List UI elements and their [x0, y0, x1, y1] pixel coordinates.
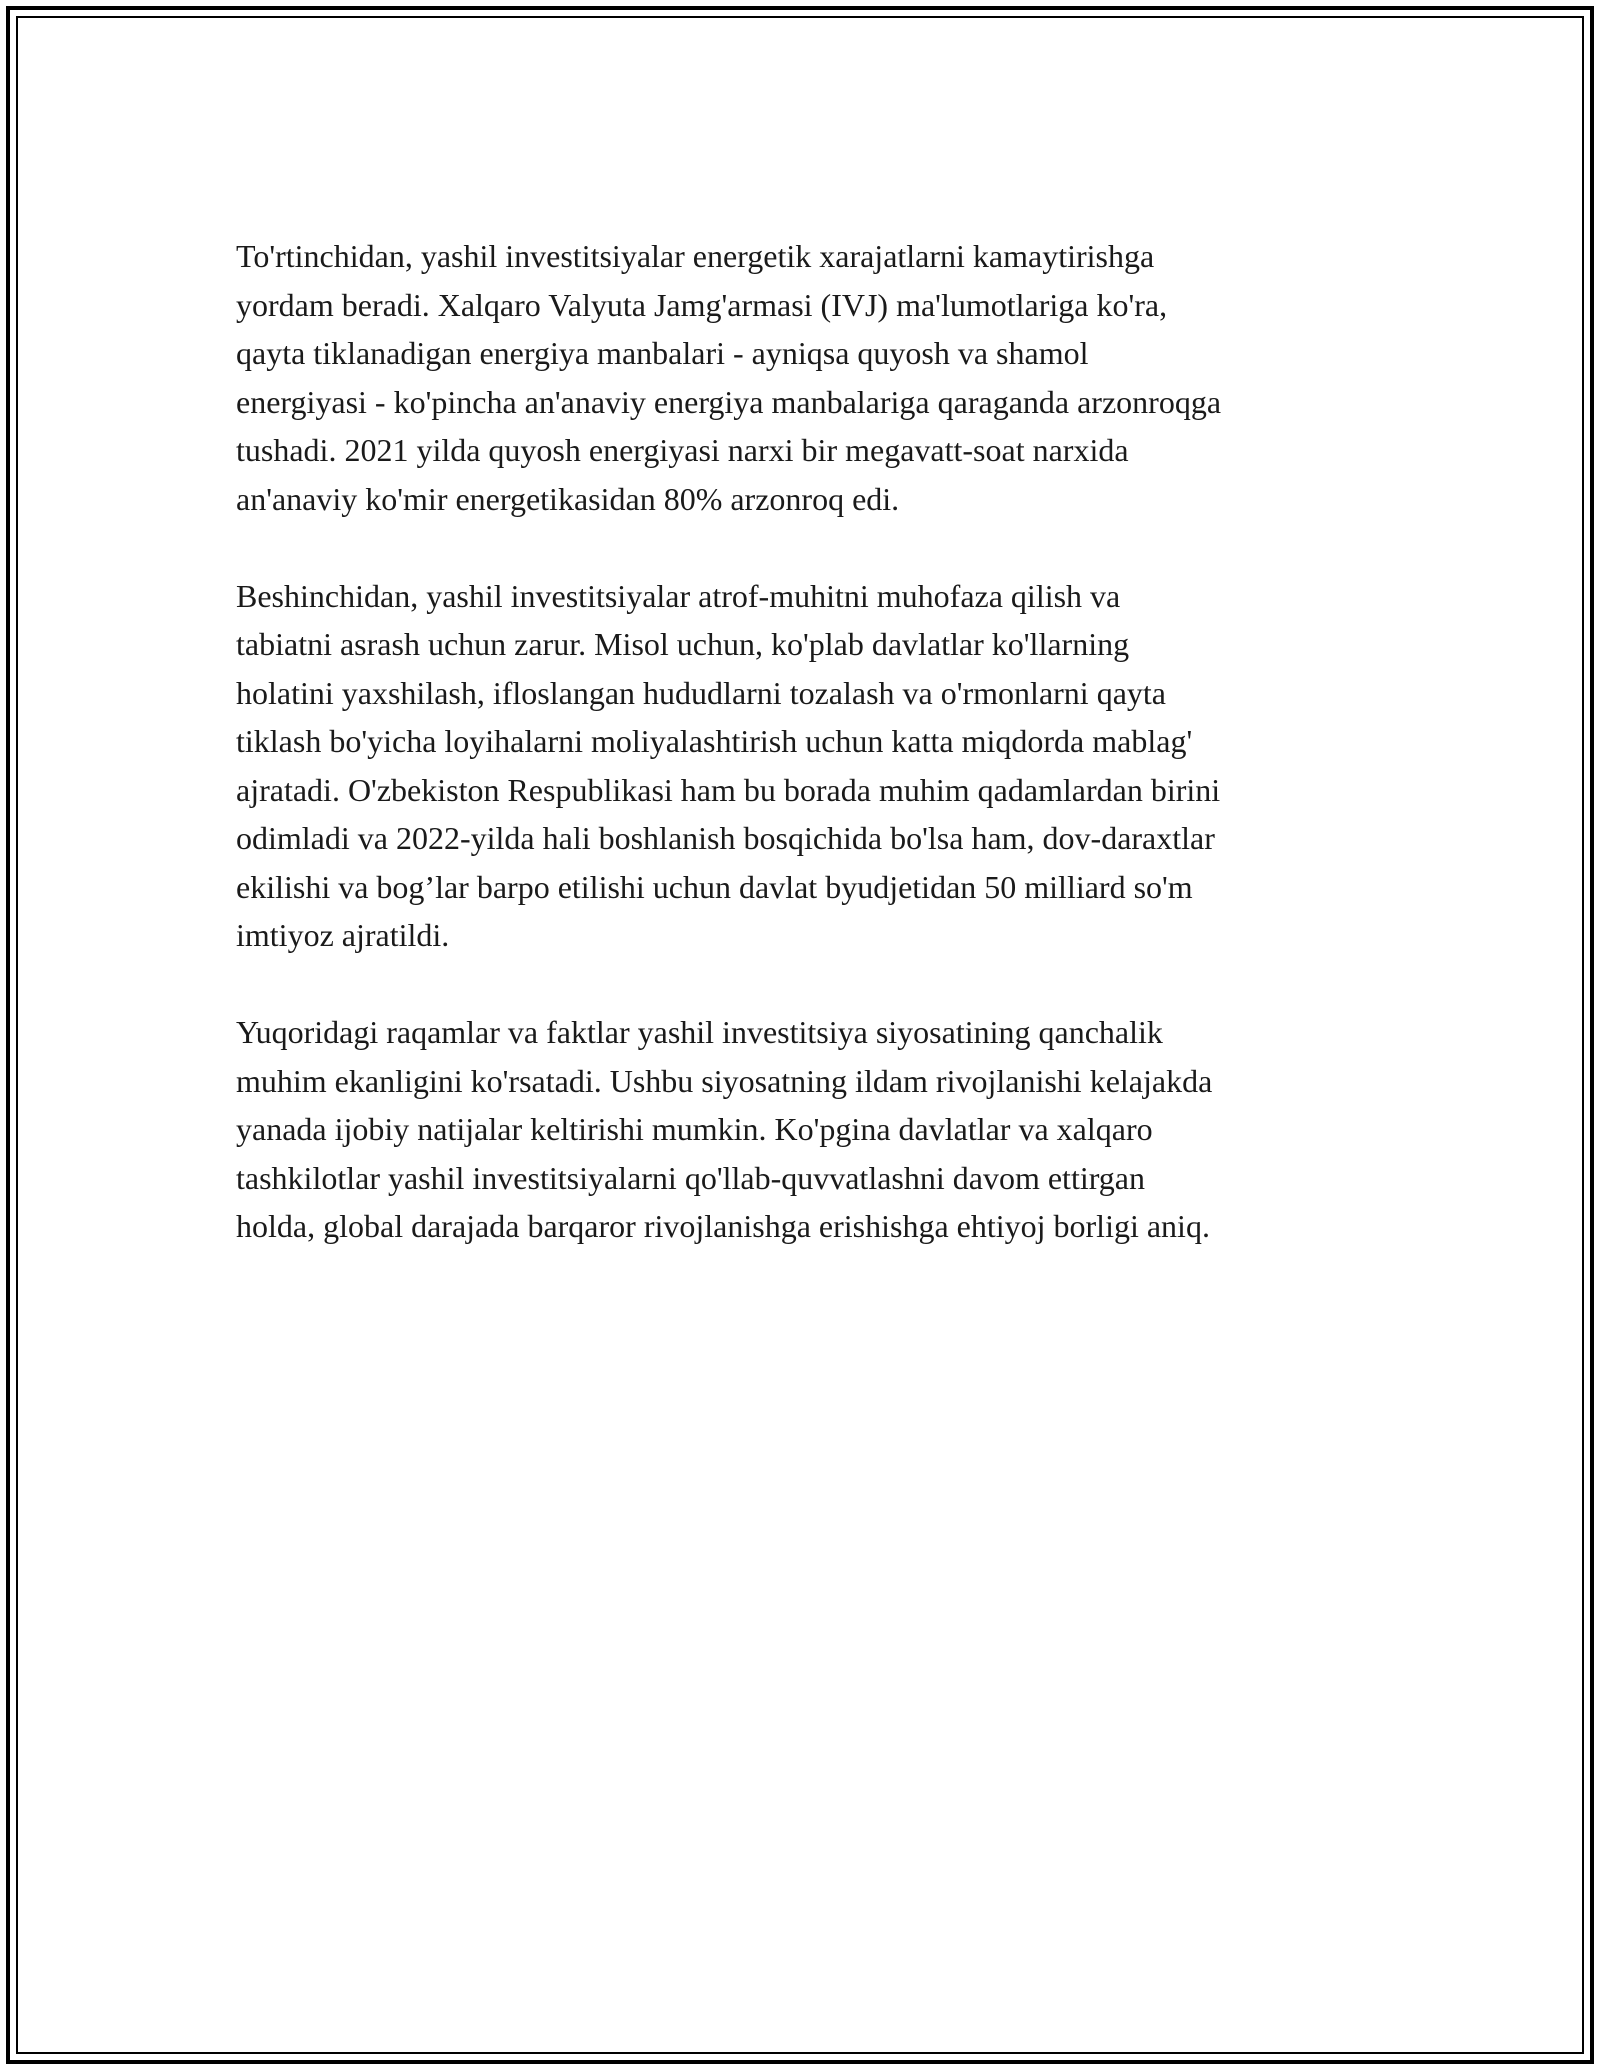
text-line: odimladi va 2022-yilda hali boshlanish bosqichida bo'lsa ham, dov-daraxtlar [236, 820, 1215, 856]
text-line: an'anaviy ko'mir energetikasidan 80% arzonroq edi. [236, 480, 900, 517]
text-line: qayta tiklanadigan energiya manbalari - ayniqsa quyosh va shamol [236, 335, 1089, 371]
text-line: yordam beradi. Xalqaro Valyuta Jamg'armasi (IVJ) ma'lumotlariga ko'ra, [236, 286, 1168, 323]
text-line: tashkilotlar yashil investitsiyalarni qo'llab-quvvatlashni davom ettirgan [236, 1159, 1145, 1196]
text-line: To'rtinchidan, yashil investitsiyalar energetik xarajatlarni kamaytirishga [236, 238, 1155, 274]
paragraph-fourth-point [236, 232, 1372, 523]
text-line: ekilishi va bog’lar barpo etilishi uchun davlat byudjetidan 50 milliard so'm [236, 868, 1193, 905]
text-line: muhim ekanligini ko'rsatadi. Ushbu siyosatning ildam rivojlanishi kelajakda [236, 1062, 1213, 1099]
text-line: tushadi. 2021 yilda quyosh energiyasi narxi bir megavatt-soat narxida [236, 432, 1129, 468]
text-line: tabiatni asrash uchun zarur. Misol uchun, ko'plab davlatlar ko'llarning [236, 626, 1130, 662]
text-line: holda, global darajada barqaror rivojlanishga erishishga ehtiyoj borligi aniq. [236, 1208, 1210, 1244]
text-line: holatini yaxshilash, ifloslangan hududlarni tozalash va o'rmonlarni qayta [236, 674, 1166, 711]
text-line: ajratadi. O'zbekiston Respublikasi ham bu borada muhim qadamlardan birini [236, 771, 1221, 808]
paragraph-conclusion [236, 1008, 1372, 1251]
text-line: Yuqoridagi raqamlar va faktlar yashil investitsiya siyosatining qanchalik [236, 1014, 1163, 1050]
text-line: imtiyoz ajratildi. [236, 917, 450, 953]
text-line: tiklash bo'yicha loyihalarni moliyalashtirish uchun katta miqdorda mablag' [236, 723, 1193, 759]
text-line: energiyasi - ko'pincha an'anaviy energiya manbalariga qaraganda arzonroqga [236, 383, 1222, 420]
text-line: yanada ijobiy natijalar keltirishi mumkin. Ko'pgina davlatlar va xalqaro [236, 1111, 1153, 1147]
text-line: Beshinchidan, yashil investitsiyalar atrof-muhitni muhofaza qilish va [236, 577, 1121, 614]
document-body [236, 232, 1372, 1299]
paragraph-fifth-point [236, 572, 1372, 960]
